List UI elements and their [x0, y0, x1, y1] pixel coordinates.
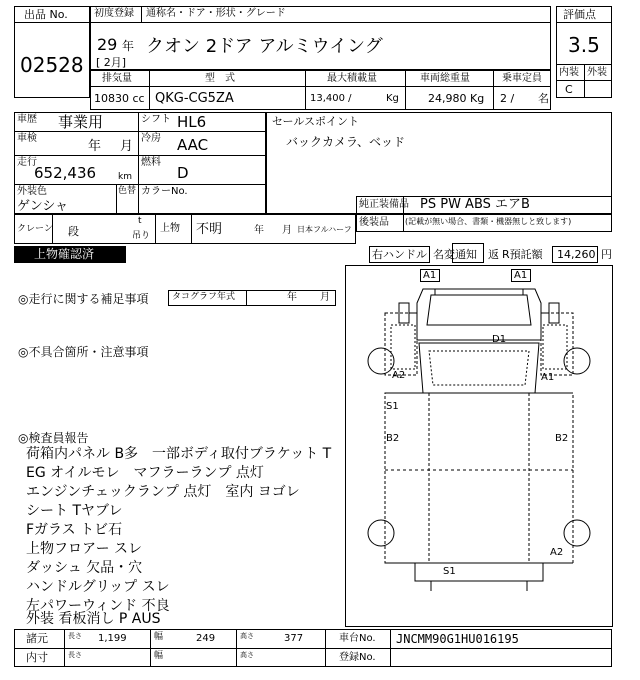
- upper-label: 上物: [160, 223, 180, 234]
- displacement-label: 排気量: [102, 73, 132, 84]
- damage-mark: S1: [386, 401, 399, 412]
- inspector-line: シート Tヤブレ: [26, 503, 123, 519]
- interior-grade: C: [565, 83, 573, 96]
- inspector-line: 荷箱内パネル B多 一部ボディ取付ブラケット T: [26, 446, 332, 462]
- inspector-line: ダッシュ 欠品・穴: [26, 560, 143, 576]
- reg-no-label: 登録No.: [339, 652, 376, 663]
- sales-label: セールスポイント: [272, 115, 360, 128]
- color-label: 外装色: [17, 186, 47, 197]
- inspection-label: 車検: [17, 133, 37, 144]
- mileage-unit: km: [118, 172, 132, 182]
- shift-label: シフト: [141, 114, 171, 125]
- capacity-unit: 名: [538, 92, 549, 105]
- confirmed-title: 上物確認済: [34, 247, 95, 261]
- reg-year: 29: [97, 35, 118, 54]
- history-label: 車歴: [17, 114, 37, 125]
- upper-month: 月: [282, 225, 292, 236]
- upper-value: 不明: [196, 222, 223, 237]
- vin-value: JNCMM90G1HU016195: [396, 632, 519, 646]
- interior-dims-label: 内寸: [26, 651, 48, 664]
- damage-mark: S1: [443, 566, 456, 577]
- ac-label: 冷房: [141, 133, 161, 144]
- color-code-label: カラーNo.: [141, 186, 188, 197]
- equipment-value: PS PW ABS エアB: [420, 197, 530, 212]
- color-value: ゲンシャ: [17, 199, 69, 214]
- height-value: 377: [284, 633, 304, 644]
- deposit-value: 14,260: [557, 248, 596, 261]
- displacement-value: 10830 cc: [94, 92, 145, 105]
- inspector-line: 上物フロアー スレ: [26, 541, 143, 557]
- score-label: 評価点: [563, 8, 596, 21]
- tacho-label: タコグラフ年式: [172, 292, 236, 302]
- capacity-value: 2 /: [500, 92, 515, 105]
- gross-weight-label: 車両総重量: [420, 73, 470, 84]
- damage-mark: A1: [541, 372, 555, 383]
- damage-mark: A2: [392, 370, 406, 381]
- aftermarket-note: (記載が無い場合、書類・機器無しと致します): [405, 217, 572, 226]
- tag-mark: 返: [488, 248, 499, 261]
- aftermarket-label: 後装品: [359, 217, 389, 228]
- exterior-label: 外装: [587, 67, 607, 78]
- vehicle-name: クオン 2ドア アルミウイング: [146, 36, 383, 57]
- max-load-value: 13,400 /: [310, 93, 352, 104]
- height-label: 高さ: [240, 632, 254, 640]
- model-label: 通称名・ドア・形状・グレード: [146, 8, 286, 19]
- dims-label: 諸元: [26, 632, 48, 645]
- inspection-year: 年: [88, 139, 102, 154]
- gross-weight-value: 24,980 Kg: [428, 92, 485, 105]
- inspector-line: 左パワーウィンド 不良: [26, 598, 170, 614]
- ilength-label: 長さ: [68, 651, 82, 659]
- inspector-line: ハンドルグリップ スレ: [26, 579, 170, 595]
- crane-dan: 段: [68, 225, 79, 238]
- max-load-label: 最大積載量: [327, 73, 377, 84]
- score-value: 3.5: [568, 33, 600, 57]
- handle-value: 右ハンドル: [372, 248, 427, 261]
- fuel-label: 燃料: [141, 157, 161, 168]
- max-load-unit: Kg: [386, 93, 399, 104]
- fuel-value: D: [177, 164, 189, 182]
- inspection-month: 月: [120, 139, 134, 154]
- lot-label: 出品 No.: [24, 8, 68, 21]
- mileage-value: 652,436: [34, 164, 97, 182]
- width-label: 幅: [154, 632, 164, 642]
- color-no-label: 色替: [118, 186, 137, 196]
- vin-label: 車台No.: [339, 633, 376, 644]
- registration-label: R預託額: [502, 248, 543, 261]
- inspector-line: エンジンチェックランプ 点灯 室内 ヨゴレ: [26, 484, 300, 500]
- name-change-box: [452, 243, 484, 263]
- crane-tsuri: 吊り: [132, 231, 151, 241]
- model-code: QKG-CG5ZA: [155, 91, 234, 106]
- deposit-unit: 円: [601, 248, 612, 261]
- iwidth-label: 幅: [154, 651, 164, 661]
- equipment-label: 純正装備品: [359, 199, 409, 210]
- interior-label: 内装: [559, 67, 579, 78]
- length-value: 1,199: [98, 633, 127, 644]
- crane-t: t: [138, 216, 142, 226]
- damage-mark: B2: [555, 433, 569, 444]
- damage-mark: A2: [550, 547, 564, 558]
- type-label: 型 式: [205, 73, 235, 84]
- damage-mark: B2: [386, 433, 400, 444]
- shift-value: HL6: [177, 113, 207, 131]
- driving-notes-label: ◎走行に関する補足事項: [18, 292, 149, 306]
- lot-number: 02528: [20, 53, 84, 77]
- first-reg-label: 初度登録: [94, 8, 134, 19]
- inspector-line: Fガラス トビ石: [26, 522, 123, 538]
- damage-mark: A1: [423, 270, 437, 281]
- inspector-line: EG オイルモレ マフラーランプ 点灯: [26, 465, 264, 481]
- inspector-label: ◎検査員報告: [18, 431, 89, 445]
- reg-year-unit: 年: [122, 39, 135, 53]
- capacity-label: 乗車定員: [502, 73, 542, 84]
- name-change-label: 名変通知: [433, 248, 477, 261]
- damage-mark: A1: [514, 270, 528, 281]
- mileage-label: 走行: [17, 157, 37, 168]
- crane-label: クレーン: [17, 224, 53, 234]
- ac-value: AAC: [177, 136, 209, 154]
- reg-month: [ 2月]: [96, 56, 127, 69]
- length-label: 長さ: [68, 632, 82, 640]
- damage-mark: D1: [492, 334, 507, 345]
- tacho-year: 年: [287, 292, 297, 303]
- width-value: 249: [196, 633, 216, 644]
- tacho-month: 月: [320, 292, 330, 303]
- sales-points: バックカメラ、ベッド: [286, 135, 406, 149]
- inspector-line: 外装 看板消し P AUS: [26, 611, 161, 627]
- iheight-label: 高さ: [240, 651, 254, 659]
- truck-diagram: [345, 265, 613, 627]
- upper-year: 年: [254, 225, 264, 236]
- history-value: 事業用: [58, 113, 104, 131]
- defects-label: ◎不具合箇所・注意事項: [18, 345, 149, 359]
- upper-maker: 日本フルハーフ: [297, 225, 352, 234]
